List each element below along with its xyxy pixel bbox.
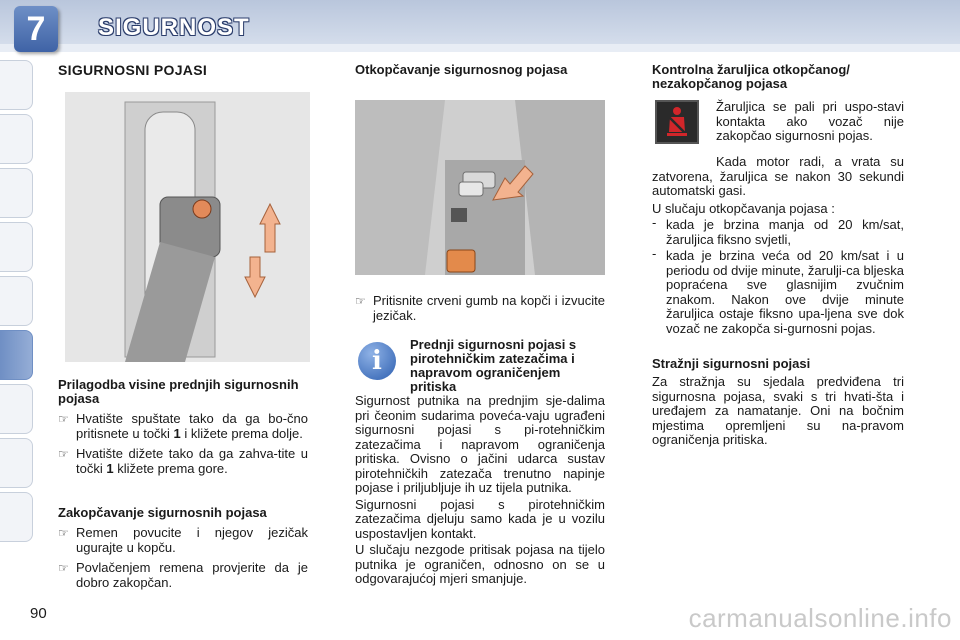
pointing-hand-icon: ☞ [58,561,69,575]
pointing-hand-icon: ☞ [58,447,69,461]
unfasten-heading: Otkopčavanje sigurnosnog pojasa [355,62,568,77]
list-item [58,561,308,590]
belt-buckle-photo [355,100,605,275]
side-tab-active[interactable] [0,330,33,380]
page-number: 90 [30,605,47,622]
lamp-text: U slučaju otkopčavanja pojasa : [652,200,835,216]
instruction-text: Povlačenjem remena provjerite da je dobro zakopčan. [76,560,308,590]
belt-height-adjuster-photo [65,92,310,362]
side-tab[interactable] [0,438,33,488]
lamp-text: kada je brzina veća od 20 km/sat i u periodu od dvije minute, žarulji-ca bljeska popraćena sve glasnijim zvučnim znakom. Nakon ove dvije minute žaruljica ostaje fiksno upa-ljena sve dok vozač ne zakopča si-gurnosni pojas. [666,248,904,336]
side-tab[interactable] [0,168,33,218]
side-tab[interactable] [0,222,33,272]
rear-belts-text: Za stražnja su sjedala predviđena tri sigurnosna pojasa, svaki s tri hvati-šta i uređajem za namatanje. Oni na bočnim mjestima opremljeni su na-pravom ograničenja pritiska. [652,374,904,447]
height-adjust-heading: Prilagodba visine prednjih sigurnosnih pojasa [58,377,299,406]
pretensioner-paragraph: U slučaju nezgode pritisak pojasa na tijelo putnika je ograničen, odnosno on se u odgovarajućoj mjeri smanjuje. [355,542,605,586]
list-item [652,216,904,247]
section-title: SIGURNOSNI POJASI [58,62,208,78]
lamp-text: Kada motor radi, a vrata su zatvorena, žaruljica se nakon 30 sekundi automatski gasi. [652,154,904,198]
watermark: carmanualsonline.info [688,603,952,633]
chapter-side-tabs [0,60,34,580]
height-adjust-section [58,378,308,476]
side-tab[interactable] [0,60,33,110]
lamp-text: kada je brzina manja od 20 km/sat, žaruljica fiksno svjetli, [666,217,904,247]
side-tab[interactable] [0,384,33,434]
dash-marker: - [652,246,657,261]
rear-belts-heading: Stražnji sigurnosni pojasi [652,356,811,371]
list-item [58,447,308,476]
side-tab[interactable] [0,276,33,326]
chapter-title: SIGURNOST [98,14,250,41]
info-icon: i [358,342,396,380]
list-item [355,294,605,323]
instruction-text: Hvatište spuštate tako da ga bo-čno pritisnete u točki 1 i kližete prema dolje. [76,411,308,441]
fasten-heading: Zakopčavanje sigurnosnih pojasa [58,505,267,520]
lamp-text: Žaruljica se pali pri uspo-stavi kontakta ako vozač nije zakopčao sigurnosni pojas. [716,99,904,143]
list-item [652,247,904,336]
instruction-text: Pritisnite crveni gumb na kopči i izvucite jezičak. [373,293,605,323]
pretensioner-paragraph: Sigurnost putnika na prednjim sje-dalima pri čeonim sudarima poveća-vaju ugrađeni sigurnosni pojasi s pi-rotehničkim zatezačima i napravom ograničenja pritiska. Ovisno o jačini udarca sustav pirotehničkih zatezača trenutno napinje pojase i priljubljuje ih uz tijela putnika. [355,393,605,495]
list-item [58,412,308,441]
fasten-section [58,506,308,590]
dash-marker: - [652,215,657,230]
instruction-text: Remen povucite i njegov jezičak ugurajte u kopču. [76,525,308,555]
side-tab[interactable] [0,492,33,542]
seatbelt-warning-lamp-icon [655,100,699,144]
pretensioner-section [355,392,605,587]
chapter-number-badge: 7 [14,6,58,52]
unfasten-section [355,288,605,323]
pointing-hand-icon: ☞ [58,412,69,426]
lamp-paragraph-1 [716,98,904,144]
pointing-hand-icon: ☞ [355,294,366,308]
pointing-hand-icon: ☞ [58,526,69,540]
pretensioner-paragraph: Sigurnosni pojasi s pirotehničkim zatezačima djeluju samo kada je u vozilu uspostavljen kontakt. [355,496,605,541]
side-tab[interactable] [0,114,33,164]
warning-lamp-heading: Kontrolna žaruljica otkopčanog/ nezakopčanog pojasa [652,62,850,91]
instruction-text: Hvatište dižete tako da ga zahva-tite u točki 1 kližete prema gore. [76,446,308,476]
header-strip [0,44,960,52]
lamp-section [652,153,904,336]
list-item [58,526,308,555]
pretensioner-heading: Prednji sigurnosni pojasi s pirotehničkim zatezačima i napravom ograničenjem pritiska [410,337,577,394]
rear-belts-section [652,357,904,448]
